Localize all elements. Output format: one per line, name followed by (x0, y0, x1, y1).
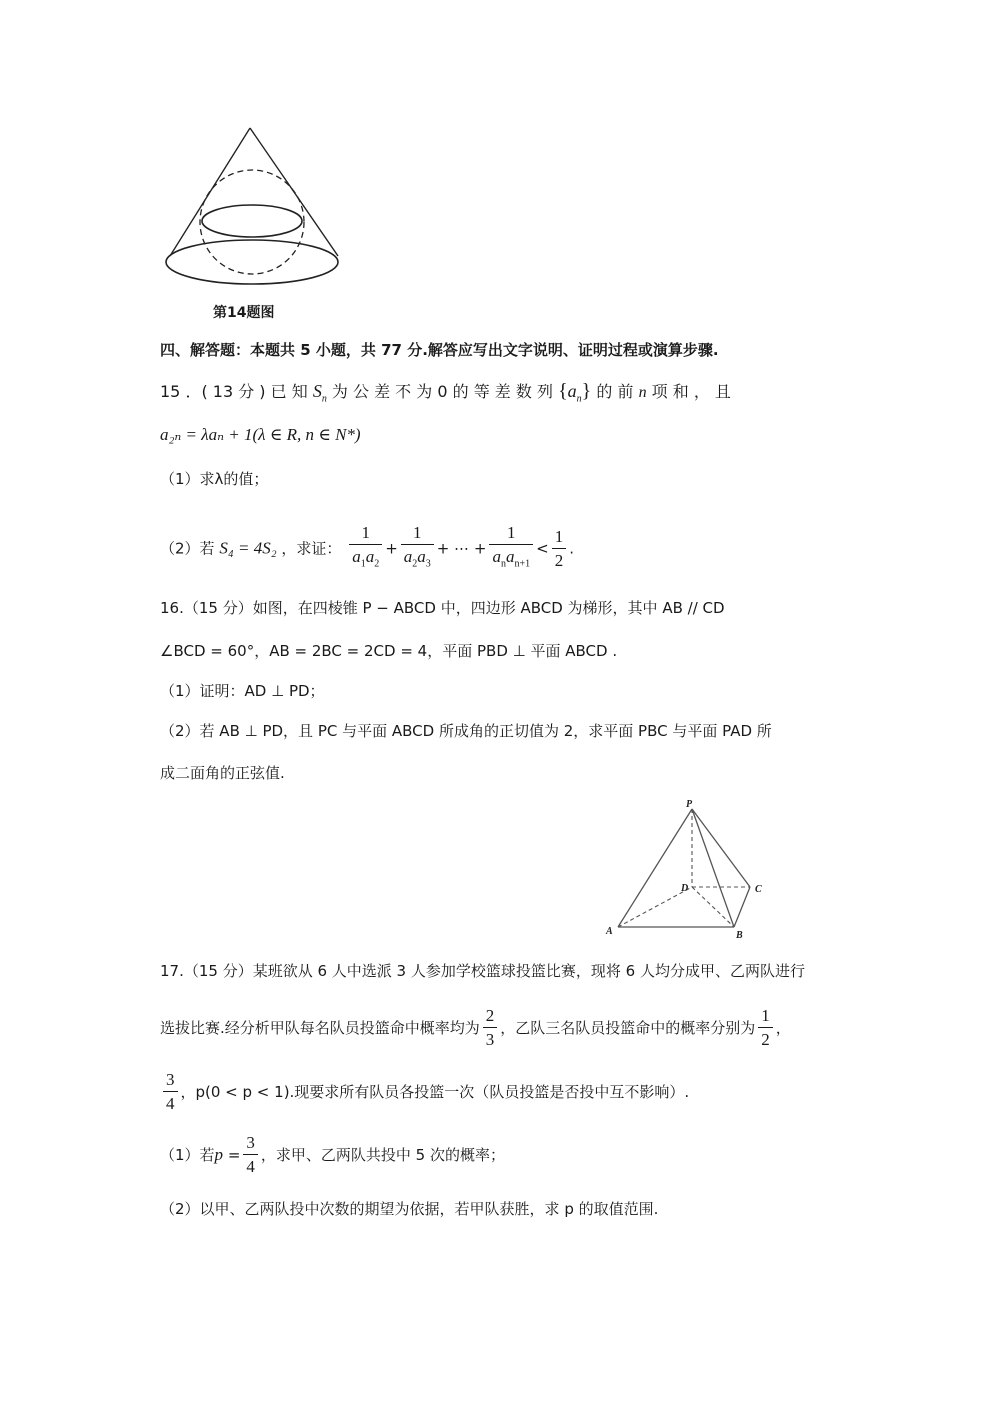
figure14-caption: 第14题图 (213, 305, 275, 321)
edge-BC (734, 887, 750, 927)
label-A: A (606, 926, 613, 937)
label-P: P (686, 799, 693, 810)
q15-condition: a₂ₙ = λaₙ + 1(λ ∈ R, n ∈ N*) (160, 425, 361, 444)
label-D: D (681, 883, 689, 894)
q16-line1: 16.（15 分）如图，在四棱锥 P − ABCD 中，四边形 ABCD 为梯形，其中 AB // CD (160, 599, 725, 617)
q16-line2: ∠BCD = 60°，AB = 2BC = 2CD = 4，平面 PBD ⊥ 平面 ABCD . (160, 642, 618, 660)
q16-part2b: 成二面角的正弦值. (160, 764, 285, 782)
label-C: C (755, 884, 762, 895)
q15-line1: 15 ．( 13 分 ) 已 知 $S_n$ 为 公 差 不 为 0 的 等 差 数 列 $\{a_n\}$ 的 前 n 项 和 ， 且 (160, 380, 731, 405)
q15-part1: （1）求λ的值； (160, 470, 269, 488)
q17-line1: 17.（15 分）某班欲从 6 人中选派 3 人参加学校篮球投篮比赛，现将 6 人均分成甲、乙两队进行 (160, 962, 805, 980)
edge-PA (618, 809, 692, 927)
tangent-circle (202, 205, 302, 237)
edge-PC (692, 809, 750, 887)
inscribed-sphere (200, 170, 304, 274)
section-header: 四、解答题：本题共 5 小题，共 77 分.解答应写出文字说明、证明过程或演算步骤. (160, 341, 719, 359)
q17-line2: 选拔比赛.经分析甲队每名队员投篮命中概率均为 $\frac{2}{3}$ ，乙队三名队员投篮命中的概率分别为 $\frac{1}{2}$ ， (160, 1005, 791, 1052)
cone-sphere-figure (160, 122, 350, 297)
label-B: B (736, 930, 743, 941)
q17-part2: （2）以甲、乙两队投中次数的期望为依据，若甲队获胜，求 p 的取值范围. (160, 1200, 659, 1218)
q17-line3: $\frac{3}{4}$ ，p(0 < p < 1).现要求所有队员各投篮一次（队员投篮是否投中互不影响）. (160, 1069, 689, 1116)
q15-part2: （2）若 S₄ = 4S₂ ，求证： $\frac{1}{a_1a_2}$ + $\frac{1}{a_2a_3}$ + ⋯ + $\frac{1}{a_na_{n+1}}$ < $\frac{1}{2}$ . (160, 522, 574, 576)
q16-part1: （1）证明：AD ⊥ PD； (160, 682, 325, 700)
edge-DB (692, 887, 734, 927)
cone-base (166, 240, 338, 284)
q17-part1: （1）若p = $\frac{3}{4}$ ，求甲、乙两队共投中 5 次的概率； (160, 1132, 505, 1179)
edge-PB (692, 809, 734, 927)
q16-part2a: （2）若 AB ⊥ PD，且 PC 与平面 ABCD 所成角的正切值为 2，求平面 PBC 与平面 PAD 所 (160, 722, 772, 740)
pyramid-figure (600, 795, 775, 945)
